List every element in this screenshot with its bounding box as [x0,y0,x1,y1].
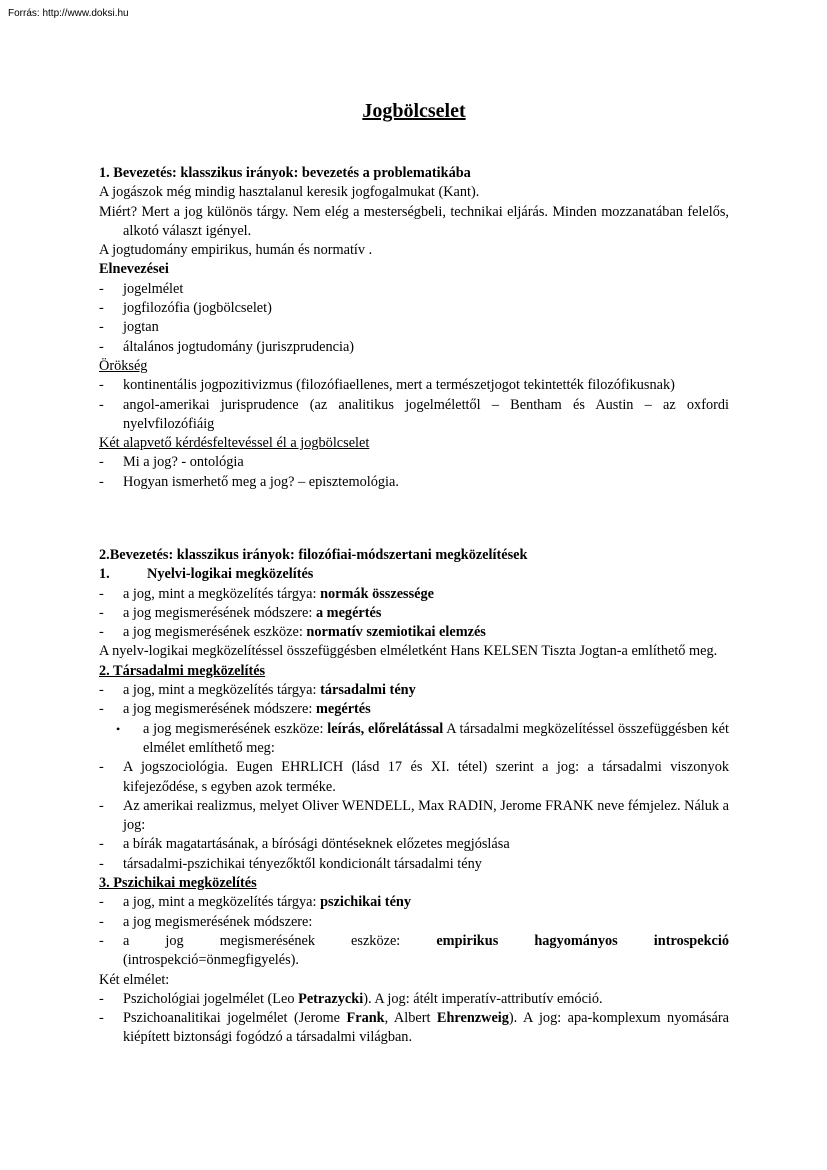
paragraph: A jogtudomány empirikus, humán és normatív . [99,242,373,259]
subsection-2-title: 2. Társadalmi megközelítés [99,662,266,679]
paragraph: A jogászok még mindig hasztalanul keresik jogfogalmukat (Kant). [99,184,480,201]
list-item: - a jog, mint a megközelítés tárgya: társadalmi tény [99,682,416,699]
list-item: - A jogszociológia. Eugen EHRLICH (lásd 17 és XI. tétel) szerint a jog: a társadalmi viszonyok kifejeződése, s egyben azok terméke. [99,759,729,795]
list-item: - a jog megismerésének eszköze: normatív szemiotikai elemzés [99,624,486,641]
list-item: - Pszichológiai jogelmélet (Leo Petrazycki). A jog: átélt imperatív-attributív emóció. [99,990,603,1007]
page-title: Jogbölcselet [362,100,466,122]
list-item: - a bírák magatartásának, a bírósági döntéseknek előzetes megjóslása [99,836,510,853]
list-item: - a jog, mint a megközelítés tárgya: pszichikai tény [99,894,412,911]
section-1 [99,164,729,492]
list-item: - a jog megismerésének módszere: a megértés [99,604,382,621]
list-item: - a jog, mint a megközelítés tárgya: normák összessége [99,585,435,602]
paragraph: A nyelv-logikai megközelítéssel összefüggésben elméletként Hans KELSEN Tiszta Jogtan-a említhető meg. [99,643,718,660]
paragraph: Miért? Mert a jog különös tárgy. Nem elég a mesterségbeli, technikai eljárás. Minden mozzanatában felelős, alkotó választ igényel. [99,203,729,239]
heritage-heading: Örökség [99,357,148,374]
source-header: Forrás: http://www.doksi.hu [8,8,129,19]
list-item: - jogfilozófia (jogbölcselet) [99,300,272,317]
list-item: - jogelmélet [99,280,184,297]
list-item: - Pszichoanalitikai jogelmélet (Jerome Frank, Albert Ehrenzweig). A jog: apa-komplexum nyomására kiépített biztonsági fogódzó a társadalmi világban. [99,1010,729,1046]
section-2 [99,546,729,1048]
theories-heading: Két elmélet: [99,971,170,988]
section-2-heading: 2.Bevezetés: klasszikus irányok: filozófiai-módszertani megközelítések [99,547,528,563]
subsection-1-title: 1. Nyelvi-logikai megközelítés [99,566,314,583]
list-item: - angol-amerikai jurisprudence (az analitikus jogelmélettől – Bentham és Austin – az oxfordi nyelvfilozófiáig [99,396,729,432]
list-item: - jogtan [99,319,159,336]
questions-heading: Két alapvető kérdésfeltevéssel él a jogbölcselet [99,435,370,452]
list-item: - társadalmi-pszichikai tényezőktől kondicionált társadalmi tény [99,855,482,872]
list-item: - a jog megismerésének módszere: megértés [99,701,371,718]
list-item: - Az amerikai realizmus, melyet Oliver WENDELL, Max RADIN, Jerome FRANK neve fémjelez. Náluk a jog: [99,797,729,834]
subsection-3-title: 3. Pszichikai megközelítés [99,875,257,892]
bullet-icon: • [116,721,121,736]
names-heading: Elnevezései [99,261,169,278]
list-item: - kontinentális jogpozitivizmus (filozófiaellenes, mert a természetjogot tekintették filozófikusnak) [99,377,675,394]
list-item: - a jog megismerésének módszere: [99,913,313,930]
list-item: - általános jogtudomány (juriszprudencia) [99,338,355,355]
list-item: - Mi a jog? - ontológia [99,454,244,471]
bullet-item: • a jog megismerésének eszköze: leírás, előrelátással A társadalmi megközelítéssel összefüggésben két elmélet említhető meg: [99,720,729,759]
list-item: - a jog megismerésének eszköze: empirikus hagyományos introspekció (introspekció=önmegfigyelés). [99,932,729,969]
section-1-heading: 1. Bevezetés: klasszikus irányok: bevezetés a problematikába [99,165,471,181]
list-item: - Hogyan ismerhető meg a jog? – episztemológia. [99,473,399,490]
